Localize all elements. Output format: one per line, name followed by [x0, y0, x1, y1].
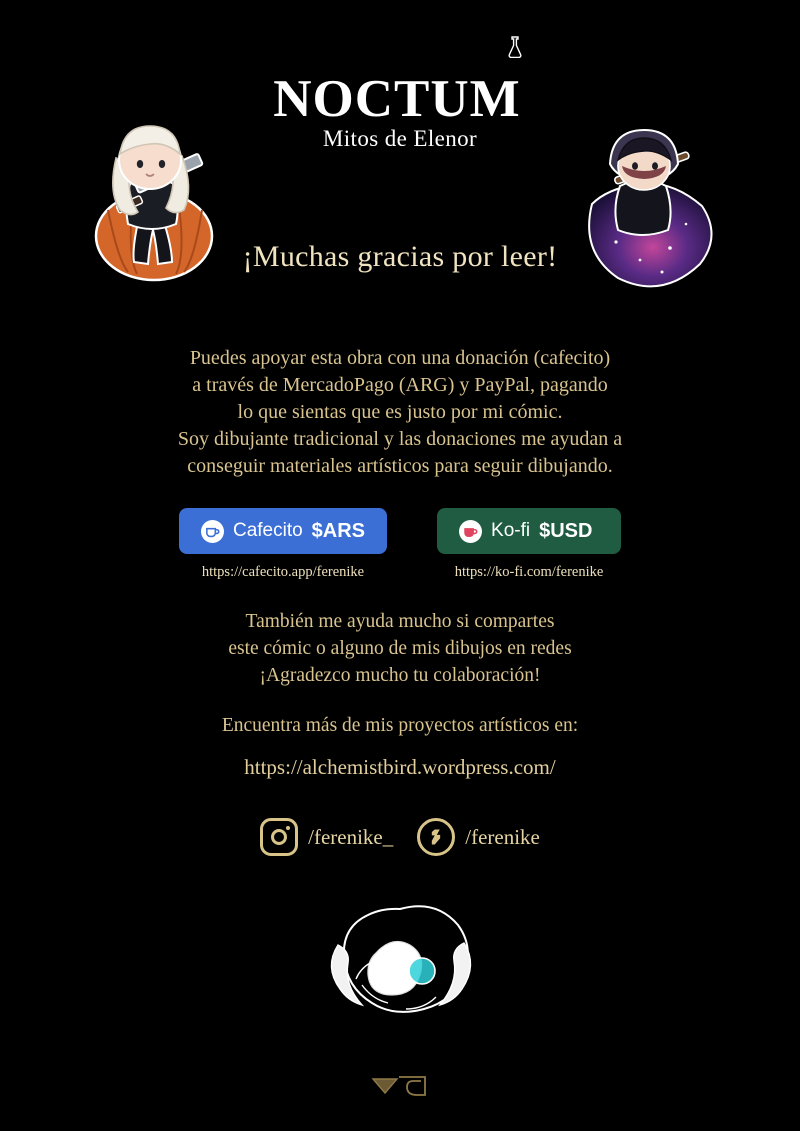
cafecito-button[interactable]	[179, 508, 387, 554]
donation-option-cafecito	[179, 508, 387, 581]
share-line-3: ¡Agradezco mucho tu colaboración!	[259, 665, 541, 686]
kofi-url[interactable]: https://ko-fi.com/ferenike	[454, 564, 604, 580]
social-item-instagram[interactable]	[260, 818, 393, 856]
support-line-3: lo que sientas que es justo por mi cómic.	[237, 401, 563, 423]
kofi-cup-icon	[459, 520, 482, 543]
social-item-deviantart[interactable]	[417, 818, 540, 856]
website-link[interactable]: https://alchemistbird.wordpress.com/	[244, 755, 556, 779]
cafecito-url[interactable]: https://cafecito.app/ferenike	[201, 564, 365, 580]
support-line-2: a través de MercadoPago (ARG) y PayPal, pagando	[192, 374, 608, 396]
support-line-4: Soy dibujante tradicional y las donaciones me ayudan a	[177, 428, 623, 450]
donation-buttons-row	[0, 508, 800, 581]
cafecito-label: Cafecito	[232, 520, 303, 541]
support-line-5: conseguir materiales artísticos para seguir dibujando.	[187, 455, 613, 477]
support-paragraph	[0, 345, 800, 480]
artist-signature-mark	[369, 1073, 431, 1099]
share-paragraph	[0, 608, 800, 689]
kofi-button[interactable]	[437, 508, 621, 554]
share-line-1: También me ayuda mucho si compartes	[245, 611, 555, 632]
instagram-icon	[260, 818, 298, 856]
cafecito-amount: $ARS	[311, 519, 366, 542]
kofi-amount: $USD	[539, 519, 593, 542]
flask-icon	[507, 36, 523, 58]
share-line-2: este cómic o alguno de mis dibujos en redes	[228, 638, 572, 659]
winged-bird-emblem	[318, 893, 483, 1043]
logo-subtitle: Mitos de Elenor	[322, 126, 478, 151]
page-title: ¡Muchas gracias por leer!	[242, 240, 558, 273]
logo-word-text: noctum	[273, 49, 521, 133]
kofi-label: Ko-fi	[491, 520, 531, 541]
deviantart-handle: /ferenike	[465, 824, 540, 849]
logo-wordmark	[273, 49, 526, 133]
instagram-handle: /ferenike_	[308, 824, 394, 849]
donation-option-kofi	[437, 508, 621, 581]
cafecito-cup-icon	[201, 520, 224, 543]
social-links-row	[0, 818, 800, 856]
deviantart-icon	[417, 818, 455, 856]
projects-label: Encuentra más de mis proyectos artísticos en:	[221, 715, 579, 736]
support-line-1: Puedes apoyar esta obra con una donación (cafecito)	[189, 347, 611, 369]
